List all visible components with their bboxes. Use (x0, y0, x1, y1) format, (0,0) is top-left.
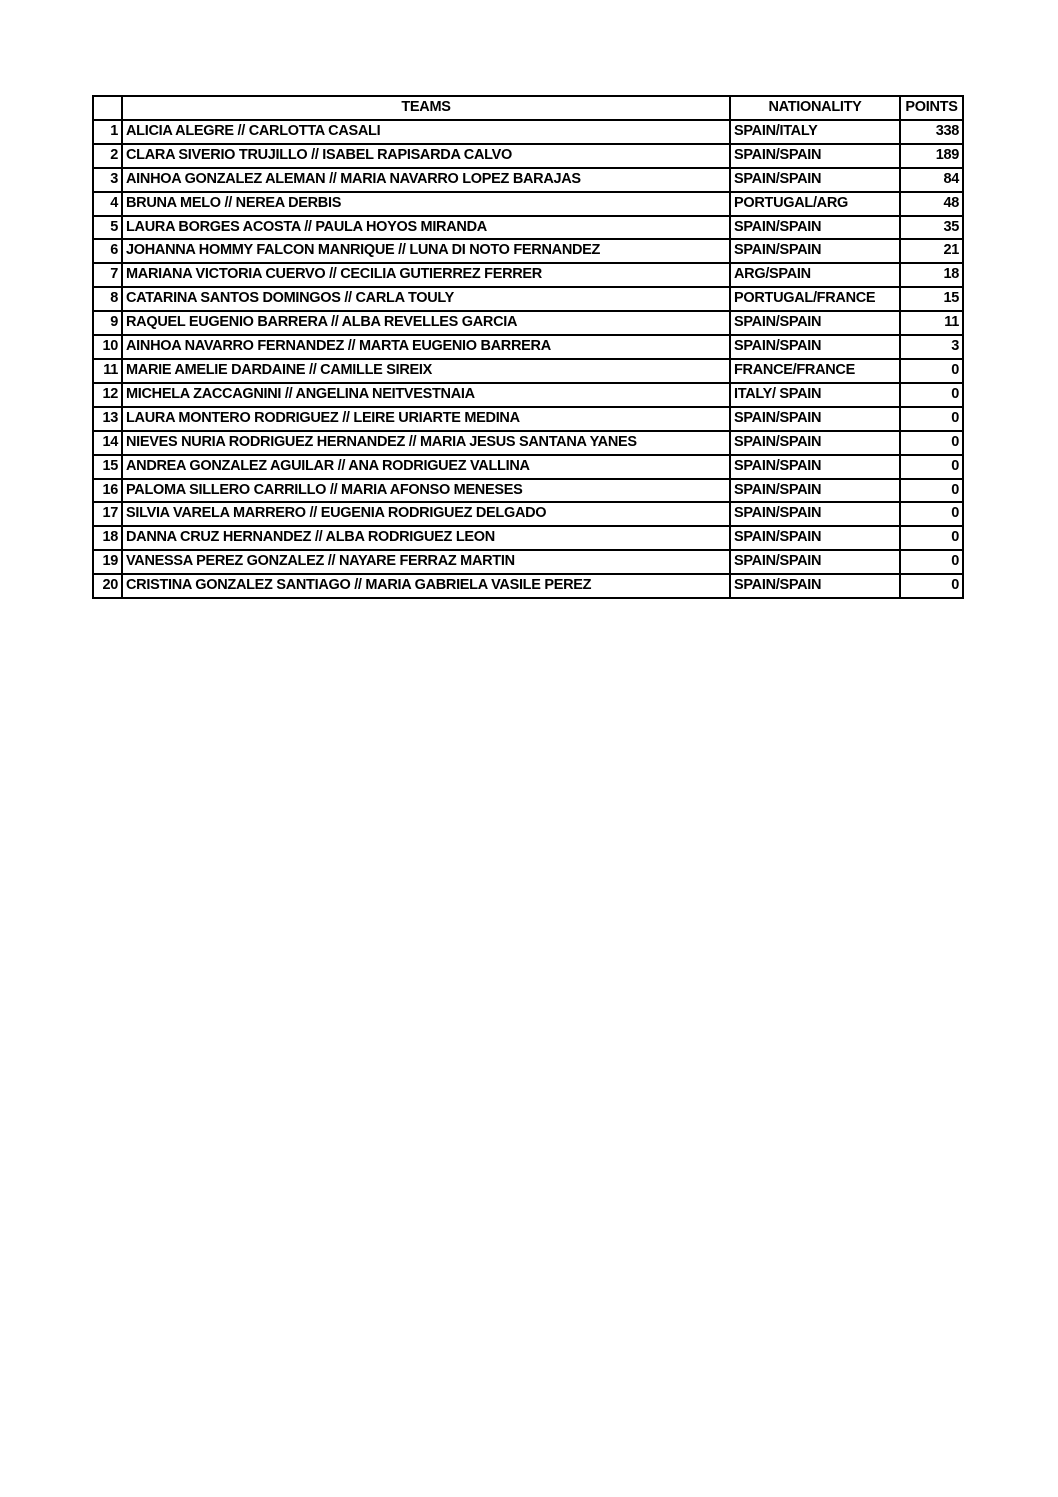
rank-cell: 9 (93, 311, 122, 335)
team-cell: CLARA SIVERIO TRUJILLO // ISABEL RAPISARDA CALVO (122, 144, 730, 168)
points-cell: 18 (900, 263, 963, 287)
nationality-cell: SPAIN/SPAIN (730, 431, 900, 455)
team-cell: VANESSA PEREZ GONZALEZ // NAYARE FERRAZ MARTIN (122, 550, 730, 574)
table-body (93, 120, 963, 598)
points-cell: 0 (900, 383, 963, 407)
nationality-cell: SPAIN/SPAIN (730, 216, 900, 240)
points-cell: 11 (900, 311, 963, 335)
team-cell: JOHANNA HOMMY FALCON MANRIQUE // LUNA DI NOTO FERNANDEZ (122, 239, 730, 263)
table-row (93, 383, 963, 407)
points-cell: 84 (900, 168, 963, 192)
rank-cell: 17 (93, 502, 122, 526)
rank-cell: 8 (93, 287, 122, 311)
team-cell: SILVIA VARELA MARRERO // EUGENIA RODRIGUEZ DELGADO (122, 502, 730, 526)
table-row (93, 216, 963, 240)
nationality-cell: SPAIN/SPAIN (730, 574, 900, 598)
rank-cell: 2 (93, 144, 122, 168)
table-row (93, 574, 963, 598)
points-cell: 189 (900, 144, 963, 168)
rank-cell: 1 (93, 120, 122, 144)
table-row (93, 431, 963, 455)
nationality-cell: SPAIN/SPAIN (730, 502, 900, 526)
nationality-cell: SPAIN/SPAIN (730, 168, 900, 192)
points-cell: 35 (900, 216, 963, 240)
points-cell: 0 (900, 502, 963, 526)
nationality-cell: ITALY/ SPAIN (730, 383, 900, 407)
nationality-cell: FRANCE/FRANCE (730, 359, 900, 383)
results-table (92, 95, 964, 599)
table-row (93, 239, 963, 263)
points-cell: 0 (900, 550, 963, 574)
nationality-cell: SPAIN/SPAIN (730, 407, 900, 431)
nationality-cell: SPAIN/SPAIN (730, 455, 900, 479)
nationality-cell: PORTUGAL/ARG (730, 192, 900, 216)
nationality-cell: SPAIN/SPAIN (730, 526, 900, 550)
rank-cell: 7 (93, 263, 122, 287)
table-row (93, 526, 963, 550)
rank-cell: 16 (93, 479, 122, 503)
nationality-header: NATIONALITY (730, 96, 900, 120)
points-cell: 3 (900, 335, 963, 359)
team-cell: AINHOA NAVARRO FERNANDEZ // MARTA EUGENIO BARRERA (122, 335, 730, 359)
rank-cell: 10 (93, 335, 122, 359)
table-row (93, 502, 963, 526)
nationality-cell: SPAIN/SPAIN (730, 479, 900, 503)
team-cell: MARIE AMELIE DARDAINE // CAMILLE SIREIX (122, 359, 730, 383)
table-row (93, 120, 963, 144)
team-cell: CATARINA SANTOS DOMINGOS // CARLA TOULY (122, 287, 730, 311)
rank-cell: 13 (93, 407, 122, 431)
points-cell: 15 (900, 287, 963, 311)
team-cell: ALICIA ALEGRE // CARLOTTA CASALI (122, 120, 730, 144)
rank-cell: 18 (93, 526, 122, 550)
table-row (93, 550, 963, 574)
nationality-cell: SPAIN/ITALY (730, 120, 900, 144)
table-row (93, 455, 963, 479)
points-cell: 0 (900, 574, 963, 598)
table-row (93, 407, 963, 431)
rank-cell: 15 (93, 455, 122, 479)
nationality-cell: SPAIN/SPAIN (730, 144, 900, 168)
rank-cell: 19 (93, 550, 122, 574)
rank-header (93, 96, 122, 120)
points-cell: 0 (900, 526, 963, 550)
table-row (93, 287, 963, 311)
nationality-cell: SPAIN/SPAIN (730, 335, 900, 359)
team-cell: LAURA BORGES ACOSTA // PAULA HOYOS MIRANDA (122, 216, 730, 240)
rank-cell: 5 (93, 216, 122, 240)
rank-cell: 12 (93, 383, 122, 407)
nationality-cell: SPAIN/SPAIN (730, 239, 900, 263)
rank-cell: 11 (93, 359, 122, 383)
nationality-cell: ARG/SPAIN (730, 263, 900, 287)
team-cell: LAURA MONTERO RODRIGUEZ // LEIRE URIARTE MEDINA (122, 407, 730, 431)
teams-header: TEAMS (122, 96, 730, 120)
table-row (93, 192, 963, 216)
points-cell: 0 (900, 431, 963, 455)
team-cell: AINHOA GONZALEZ ALEMAN // MARIA NAVARRO LOPEZ BARAJAS (122, 168, 730, 192)
nationality-cell: SPAIN/SPAIN (730, 550, 900, 574)
team-cell: PALOMA SILLERO CARRILLO // MARIA AFONSO MENESES (122, 479, 730, 503)
team-cell: CRISTINA GONZALEZ SANTIAGO // MARIA GABRIELA VASILE PEREZ (122, 574, 730, 598)
rank-cell: 4 (93, 192, 122, 216)
table-row (93, 263, 963, 287)
points-cell: 0 (900, 359, 963, 383)
team-cell: NIEVES NURIA RODRIGUEZ HERNANDEZ // MARIA JESUS SANTANA YANES (122, 431, 730, 455)
points-cell: 0 (900, 407, 963, 431)
table-row (93, 359, 963, 383)
table-row (93, 335, 963, 359)
points-cell: 0 (900, 479, 963, 503)
header-row (93, 96, 963, 120)
points-header: POINTS (900, 96, 963, 120)
team-cell: ANDREA GONZALEZ AGUILAR // ANA RODRIGUEZ VALLINA (122, 455, 730, 479)
table-row (93, 144, 963, 168)
points-cell: 48 (900, 192, 963, 216)
team-cell: MICHELA ZACCAGNINI // ANGELINA NEITVESTNAIA (122, 383, 730, 407)
nationality-cell: PORTUGAL/FRANCE (730, 287, 900, 311)
rank-cell: 20 (93, 574, 122, 598)
points-cell: 0 (900, 455, 963, 479)
points-cell: 21 (900, 239, 963, 263)
rank-cell: 6 (93, 239, 122, 263)
table-row (93, 168, 963, 192)
nationality-cell: SPAIN/SPAIN (730, 311, 900, 335)
rank-cell: 3 (93, 168, 122, 192)
team-cell: BRUNA MELO // NEREA DERBIS (122, 192, 730, 216)
points-cell: 338 (900, 120, 963, 144)
table-row (93, 479, 963, 503)
team-cell: DANNA CRUZ HERNANDEZ // ALBA RODRIGUEZ LEON (122, 526, 730, 550)
team-cell: MARIANA VICTORIA CUERVO // CECILIA GUTIERREZ FERRER (122, 263, 730, 287)
rank-cell: 14 (93, 431, 122, 455)
team-cell: RAQUEL EUGENIO BARRERA // ALBA REVELLES GARCIA (122, 311, 730, 335)
table-row (93, 311, 963, 335)
